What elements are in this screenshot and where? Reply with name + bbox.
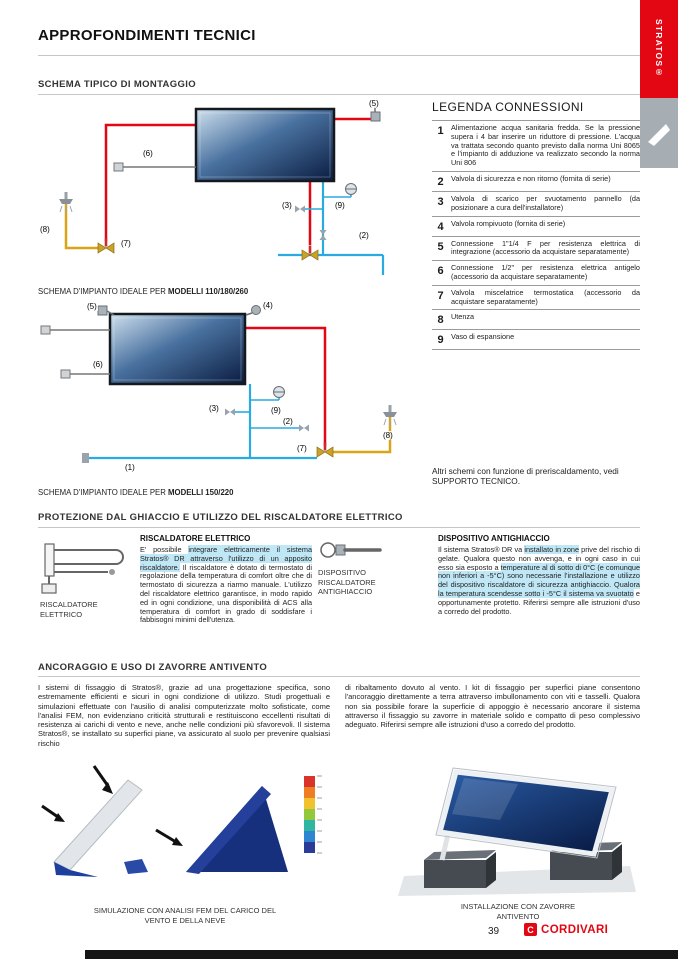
legend-item-text: Connessione 1"1/4 F per resistenza elettrica di integrazione (accessorio da acquistare separatamente) xyxy=(451,238,640,257)
riscaldatore-text xyxy=(140,546,312,625)
diagram-callout: (5) xyxy=(87,302,97,311)
side-tab-label: STRATOS® xyxy=(654,19,664,79)
heater-icon-label: RISCALDATORE ELETTRICO xyxy=(40,600,98,619)
riscaldatore-heading: RISCALDATORE ELETTRICO xyxy=(140,534,251,543)
blue-pipes xyxy=(278,181,383,275)
legend-item-text: Connessione 1/2" per resistenza elettrica antigelo (accessorio da acquistare separatamente) xyxy=(451,263,640,281)
legend-item-text: Utenza xyxy=(451,312,475,322)
legend-item xyxy=(432,309,640,329)
diagram-callout: (1) xyxy=(125,463,135,472)
legend-item-text: Alimentazione acqua sanitaria fredda. Se la pressione supera i 4 bar inserire un riduttore di pressione. L'acqua va trattata secondo quanto previsto dalla norma Uni 8065 e l'impianto di adduzione va realizzato secondo la norma Uni 806 xyxy=(451,123,640,168)
page-title: APPROFONDIMENTI TECNICI xyxy=(38,27,256,44)
legend-item xyxy=(432,216,640,236)
text-segment-highlight: temperature al di sotto di 0°C (e comunque non inferiori a -5°C) sono necessarie l'installazione e utilizzo del dispositivo riscaldatore di sicurezza antighiaccio. Qualora la temperatura scendesse sotto i -5°C il sistema va svuotato xyxy=(438,562,641,598)
diagram-callout: (3) xyxy=(209,404,219,413)
montaggio-diagram-110-180-260 xyxy=(38,97,428,285)
caption-text: SCHEMA D'IMPIANTO IDEALE PER xyxy=(38,287,169,296)
diagram-1-container xyxy=(38,97,428,285)
vacuum-breaker xyxy=(246,306,261,316)
section-heading-protezione: PROTEZIONE DAL GHIACCIO E UTILIZZO DEL RISCALDATORE ELETTRICO xyxy=(38,512,403,523)
diagram-callout: (7) xyxy=(121,239,131,248)
diagram-callout: (3) xyxy=(282,201,292,210)
text-segment: Il sistema Stratos® DR va xyxy=(438,545,525,554)
fem-caption: SIMULAZIONE CON ANALISI FEM DEL CARICO DEL VENTO E DELLA NEVE xyxy=(93,906,277,925)
diagram-callout: (9) xyxy=(335,201,345,210)
riscaldatore-column xyxy=(140,534,312,625)
yellow-pipes xyxy=(66,197,98,248)
legend-item xyxy=(432,236,640,261)
solar-panel-tilted xyxy=(436,768,616,860)
legend-item xyxy=(432,171,640,191)
text-segment: Il riscaldatore è dotato di termostato di regolazione della temperatura di comfort oltre che di termostato di sicurezza a riarmo manuale. L'utilizzo del riscaldatore elettrico garantisce, in modo rapido ed in ogni condizione, una disponibilità di ACS alla temperatura di comfort in grado di soddisfare i fabbisogni minimi dell'utenza. xyxy=(140,562,312,625)
legend-item xyxy=(432,191,640,216)
divider xyxy=(38,676,640,677)
legend-title: LEGENDA CONNESSIONI xyxy=(432,100,584,114)
diagram-callout: (8) xyxy=(383,431,393,440)
legend-item-number: 1 xyxy=(437,125,444,137)
brand-name: CORDIVARI xyxy=(541,923,609,936)
legend-item xyxy=(432,120,640,171)
legend-item-number: 8 xyxy=(437,314,444,327)
divider xyxy=(38,55,640,56)
legend-item-number: 4 xyxy=(437,220,444,233)
legend-item xyxy=(432,260,640,285)
caption-models: MODELLI 110/180/260 xyxy=(168,287,249,296)
diagram2-caption xyxy=(38,488,233,497)
legend-item-number: 6 xyxy=(437,265,444,278)
diagram-callout: (2) xyxy=(359,231,369,240)
text-segment-highlight: integrare elettricamente il sistema Stratos® DR attraverso l'utilizzo di un apposito riscaldatore. xyxy=(140,545,312,572)
next-page-edge xyxy=(85,950,678,959)
section-heading-ancoraggio: ANCORAGGIO E USO DI ZAVORRE ANTIVENTO xyxy=(38,662,268,673)
diagram-callout: (9) xyxy=(271,406,281,415)
antifreeze-icon-label: DISPOSITIVO RISCALDATORE ANTIGHIACCIO xyxy=(318,568,376,596)
legend-item-text: Vaso di espansione xyxy=(451,332,515,342)
legend-item-text: Valvola miscelatrice termostatica (accessorio da acquistare separatamente) xyxy=(451,287,640,306)
antifreeze-device-icon xyxy=(318,536,386,564)
ballast-installation-image xyxy=(398,758,638,898)
fem-left-model xyxy=(54,780,148,877)
caption-models: MODELLI 150/220 xyxy=(168,488,234,497)
diagram-callout: (6) xyxy=(93,360,103,369)
fittings xyxy=(59,184,357,261)
solar-panel xyxy=(110,314,245,384)
text-segment: e opportunamente protetto. Riferirsi sempre alle istruzioni d'uso a corredo del prodotto. xyxy=(438,588,640,616)
diagram1-caption xyxy=(38,287,248,296)
diagram-callout: (4) xyxy=(263,301,273,310)
caption-text: SCHEMA D'IMPIANTO IDEALE PER xyxy=(38,488,169,497)
antighiaccio-column xyxy=(438,534,640,616)
side-tab-icon-box xyxy=(640,98,678,168)
solar-panel xyxy=(196,109,334,181)
electric-heater-icon xyxy=(40,532,136,596)
legend-item-text: Valvola rompivuoto (fornita di serie) xyxy=(451,218,566,228)
text-segment-highlight: installato in zone xyxy=(524,545,580,554)
diagram-callout: (6) xyxy=(143,149,153,158)
ballast-block-left xyxy=(424,850,496,888)
preheating-note: Altri schemi con funzione di preriscaldamento, vedi SUPPORTO TECNICO. xyxy=(432,466,619,487)
divider xyxy=(38,527,640,528)
legend-connessioni xyxy=(432,100,640,350)
fem-right-model xyxy=(186,786,288,874)
text-segment: E' possibile xyxy=(140,545,189,554)
fem-color-scale xyxy=(304,776,322,853)
diagram-callout: (2) xyxy=(283,417,293,426)
diagram-callout: (8) xyxy=(40,225,50,234)
montaggio-diagram-150-220 xyxy=(38,300,428,482)
stratos-panel-icon xyxy=(646,118,672,148)
legend-item-text: Valvola di scarico per svuotamento pannello (da posizionare a cura dell'installatore) xyxy=(451,193,640,212)
legend-item-number: 5 xyxy=(437,240,444,253)
legend-item-text: Valvola di sicurezza e non ritorno (fornita di serie) xyxy=(451,173,611,183)
installation-caption: INSTALLAZIONE CON ZAVORRE ANTIVENTO xyxy=(460,902,576,921)
legend-item-number: 9 xyxy=(437,334,444,347)
fem-simulation-images xyxy=(38,764,330,902)
legend-item-number: 7 xyxy=(437,289,444,302)
antighiaccio-heading: DISPOSITIVO ANTIGHIACCIO xyxy=(438,534,550,543)
diagram-callout: (5) xyxy=(369,99,379,108)
ancoraggio-text-col1: I sistemi di fissaggio di Stratos®, grazie ad una progettazione specifica, sono estremamente efficienti e sicuri in ogni condizione di utilizzo. Studi progettuali e simulazioni effettuate con l'ausilio di analisi computerizzate molto sofisticate, come l'analisi FEM, non evidenziano criticità strutturali e restituiscono eccellenti risultati di resistenza ai carichi di vento e neve, anche nelle condizioni più sfavorevoli. Il sistema Stratos®, se installato su superfici piane, va assicurato al suolo per prevenire qualsiasi rischio xyxy=(38,683,330,748)
brand-logo xyxy=(524,923,608,936)
air-vent xyxy=(98,306,114,315)
legend-item-number: 3 xyxy=(437,195,444,208)
diagram-2-container xyxy=(38,300,428,482)
legend-item xyxy=(432,329,640,350)
legend-item xyxy=(432,285,640,310)
probe-connections xyxy=(41,326,110,378)
probe-connection xyxy=(114,163,196,171)
ancoraggio-text-col2: di ribaltamento dovuto al vento. I kit di fissaggio per superfici piane consentono l'ancoraggio direttamente a terra attraverso imbullonamento con viti e tasselli. Qualora non sia possibile forare la superficie di appoggio è necessario ancorare il sistema attraverso il fissaggio su zavorre in materiale solido e compatto di peso complessivo adeguato. Riferirsi sempre alle istruzioni d'uso a corredo del prodotto. xyxy=(345,683,640,730)
section-heading-montaggio: SCHEMA TIPICO DI MONTAGGIO xyxy=(38,79,196,90)
legend-item-number: 2 xyxy=(437,175,444,188)
diagram-callout: (7) xyxy=(297,444,307,453)
text-segment: prive del rischio di gelate. Qualora questo non avvenga, e in ogni caso in cui esso sia esposto a xyxy=(438,545,640,572)
page-number: 39 xyxy=(488,926,500,937)
side-tab-stratos xyxy=(640,0,678,98)
brand-mark-icon: C xyxy=(524,923,537,936)
divider xyxy=(38,94,640,95)
antighiaccio-text xyxy=(438,546,640,616)
